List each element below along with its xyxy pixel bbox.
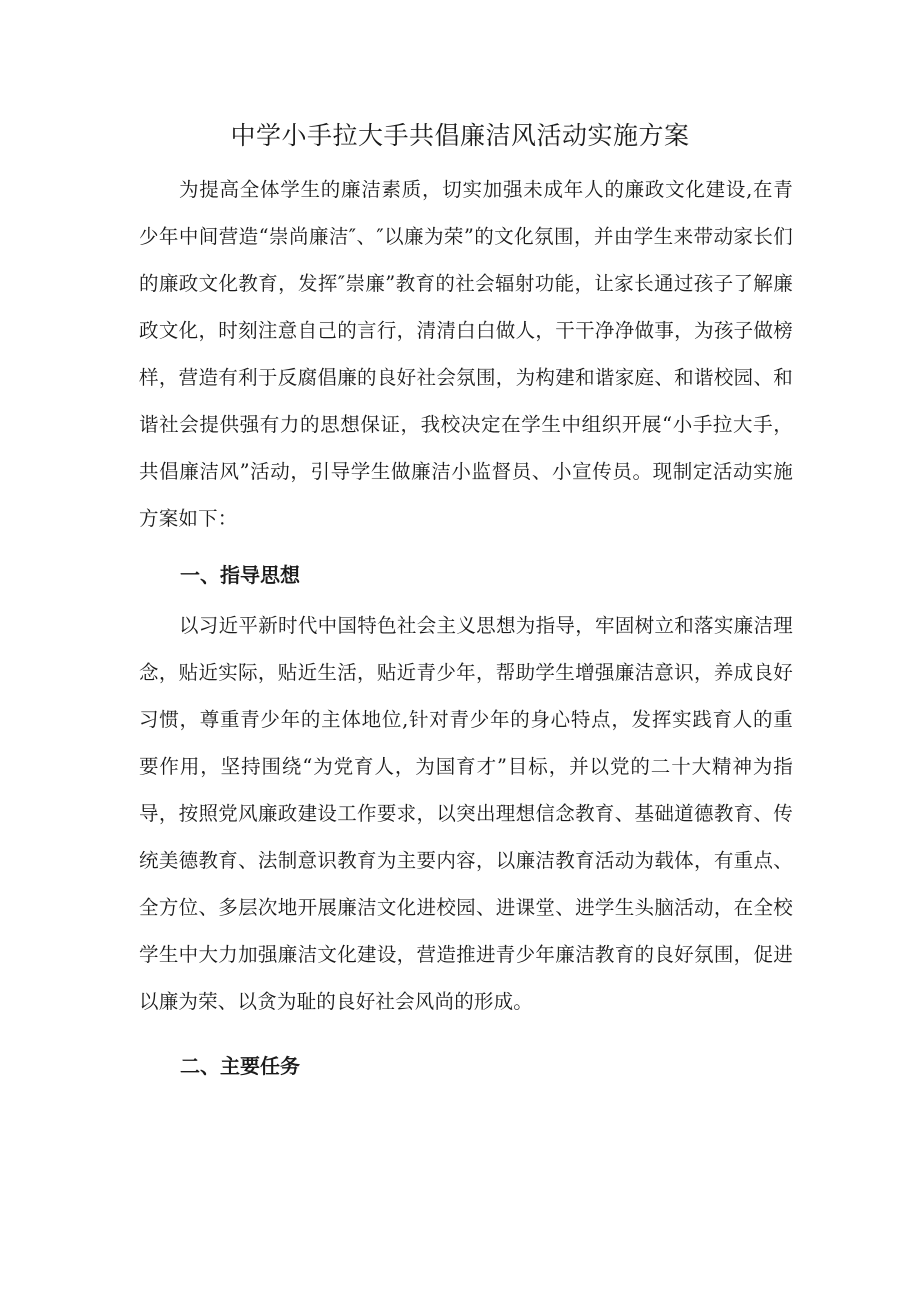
section-heading-guiding-ideology: 一、指导思想 [180, 563, 300, 587]
intro-paragraph: 为提高全体学生的廉洁素质，切实加强未成年人的廉政文化建设,在青少年中间营造“崇尚廉洁″、″以廉为荣”的文化氛围，并由学生来带动家长们的廉政文化教育，发挥″崇廉”教育的社会辐射功能，让家长通过孩子了解廉政文化，时刻注意自己的言行，清清白白做人，干干净净做事，为孩子做榜样，营造有利于反腐倡廉的良好社会氛围，为构建和谐家庭、和谐校园、和谐社会提供强有力的思想保证，我校决定在学生中组织开展“小手拉大手，共倡廉洁风”活动，引导学生做廉洁小监督员、小宣传员。现制定活动实施方案如下： [139, 178, 793, 530]
section-heading-main-tasks: 二、主要任务 [180, 1054, 300, 1078]
guiding-ideology-paragraph: 以习近平新时代中国特色社会主义思想为指导，牢固树立和落实廉洁理念，贴近实际，贴近生活，贴近青少年，帮助学生增强廉洁意识，养成良好习惯，尊重青少年的主体地位,针对青少年的身心特点，发挥实践育人的重要作用，坚持围绕“为党育人，为国育才”目标，并以党的二十大精神为指导，按照党风廉政建设工作要求，以突出理想信念教育、基础道德教育、传统美德教育、法制意识教育为主要内容，以廉洁教育活动为载体，有重点、全方位、多层次地开展廉洁文化进校园、进课堂、进学生头脑活动，在全校学生中大力加强廉洁文化建设，营造推进青少年廉洁教育的良好氛围，促进以廉为荣、以贪为耻的良好社会风尚的形成。 [139, 614, 793, 1013]
document-title: 中学小手拉大手共倡廉洁风活动实施方案 [230, 121, 690, 150]
